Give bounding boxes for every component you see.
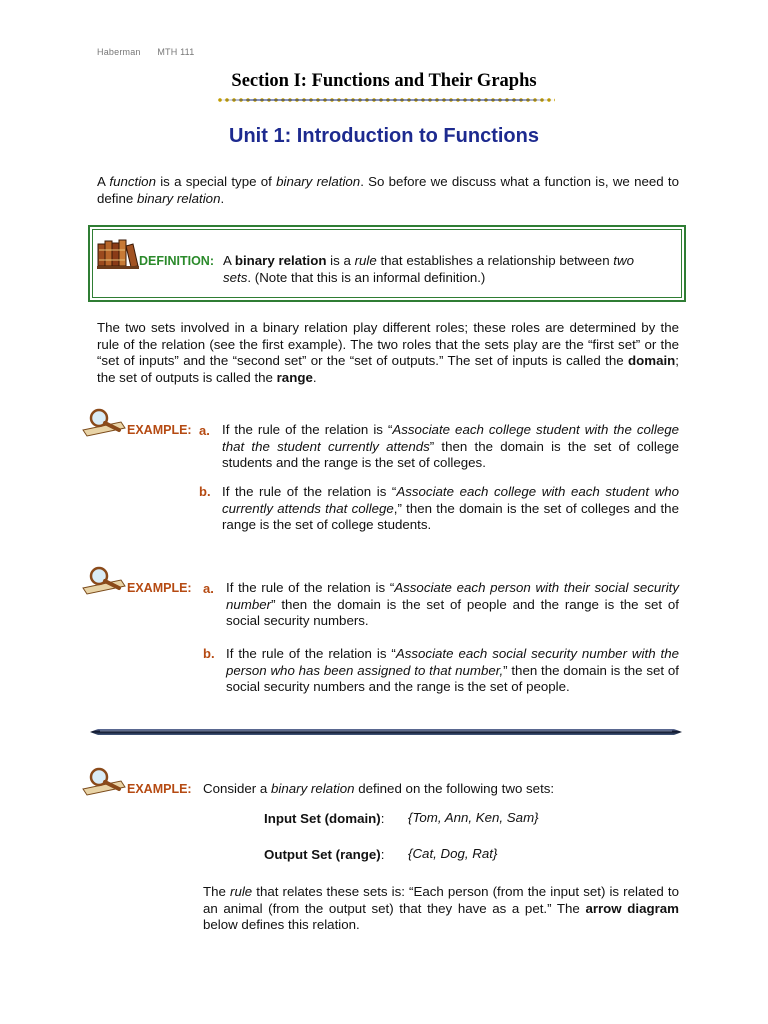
example-1b-letter: b. — [199, 484, 211, 499]
example-2a-text: If the rule of the relation is “Associate each person with their social security number” then the domain is the set of people and the range is the set of social security numbers. — [226, 580, 680, 628]
books-icon — [96, 234, 140, 270]
example-2b-letter: b. — [203, 646, 215, 661]
example-1a-letter: a. — [199, 423, 210, 438]
unit-title: Unit 1: Introduction to Functions — [229, 125, 539, 147]
header-course: MTH 111 — [157, 47, 195, 57]
example-2a-letter: a. — [203, 581, 214, 596]
horizontal-bar-divider — [90, 728, 682, 736]
output-set-label: Output Set (range): — [264, 847, 385, 862]
intro-paragraph: A function is a special type of binary relation. So before we discuss what a function is, we need to define binary relation. — [97, 174, 679, 206]
example-2b-text: If the rule of the relation is “Associate each social security number with the person who has been assigned to that number,” then the domain is the set of social security numbers and the range is the set of people. — [226, 646, 680, 694]
decorative-title-rule — [217, 97, 555, 103]
example-1a-text: If the rule of the relation is “Associate each college student with the college that the student currently attends” then the domain is the set of college students and the range is the set of colleges. — [222, 422, 680, 470]
example-3-intro: Consider a binary relation defined on the following two sets: — [203, 781, 555, 796]
magnifying-glass-icon — [81, 566, 127, 596]
example-2-label: EXAMPLE: — [127, 581, 192, 595]
input-set-value: {Tom, Ann, Ken, Sam} — [408, 810, 539, 825]
example-1-label: EXAMPLE: — [127, 423, 192, 437]
magnifying-glass-icon — [81, 767, 127, 797]
header-author: Haberman — [97, 47, 141, 57]
magnifying-glass-icon — [81, 408, 127, 438]
section-title: Section I: Functions and Their Graphs — [231, 71, 537, 91]
running-header — [97, 47, 194, 57]
roles-paragraph: The two sets involved in a binary relation play different roles; these roles are determined by the rule of the relation (see the first example). The two roles that the sets play are the “first set” or the “set of inputs” and the “second set” or the “set of outputs.” The set of inputs is called the domain; the set of outputs is called the range. — [97, 320, 679, 385]
example-3-rule: The rule that relates these sets is: “Each person (from the input set) is related to an animal (from the output set) that they have as a pet.” The arrow diagram below defines this relation. — [203, 884, 679, 932]
definition-label: DEFINITION: — [139, 254, 214, 268]
output-set-value: {Cat, Dog, Rat} — [408, 846, 498, 861]
input-set-label: Input Set (domain): — [264, 811, 385, 826]
example-3-label: EXAMPLE: — [127, 782, 192, 796]
definition-text: A binary relation is a rule that establishes a relationship between two sets. (Note that this is an informal definition.) — [223, 253, 634, 285]
example-1b-text: If the rule of the relation is “Associate each college with each student who currently attends that college,” then the domain is the set of colleges and the range is the set of college students. — [222, 484, 680, 532]
